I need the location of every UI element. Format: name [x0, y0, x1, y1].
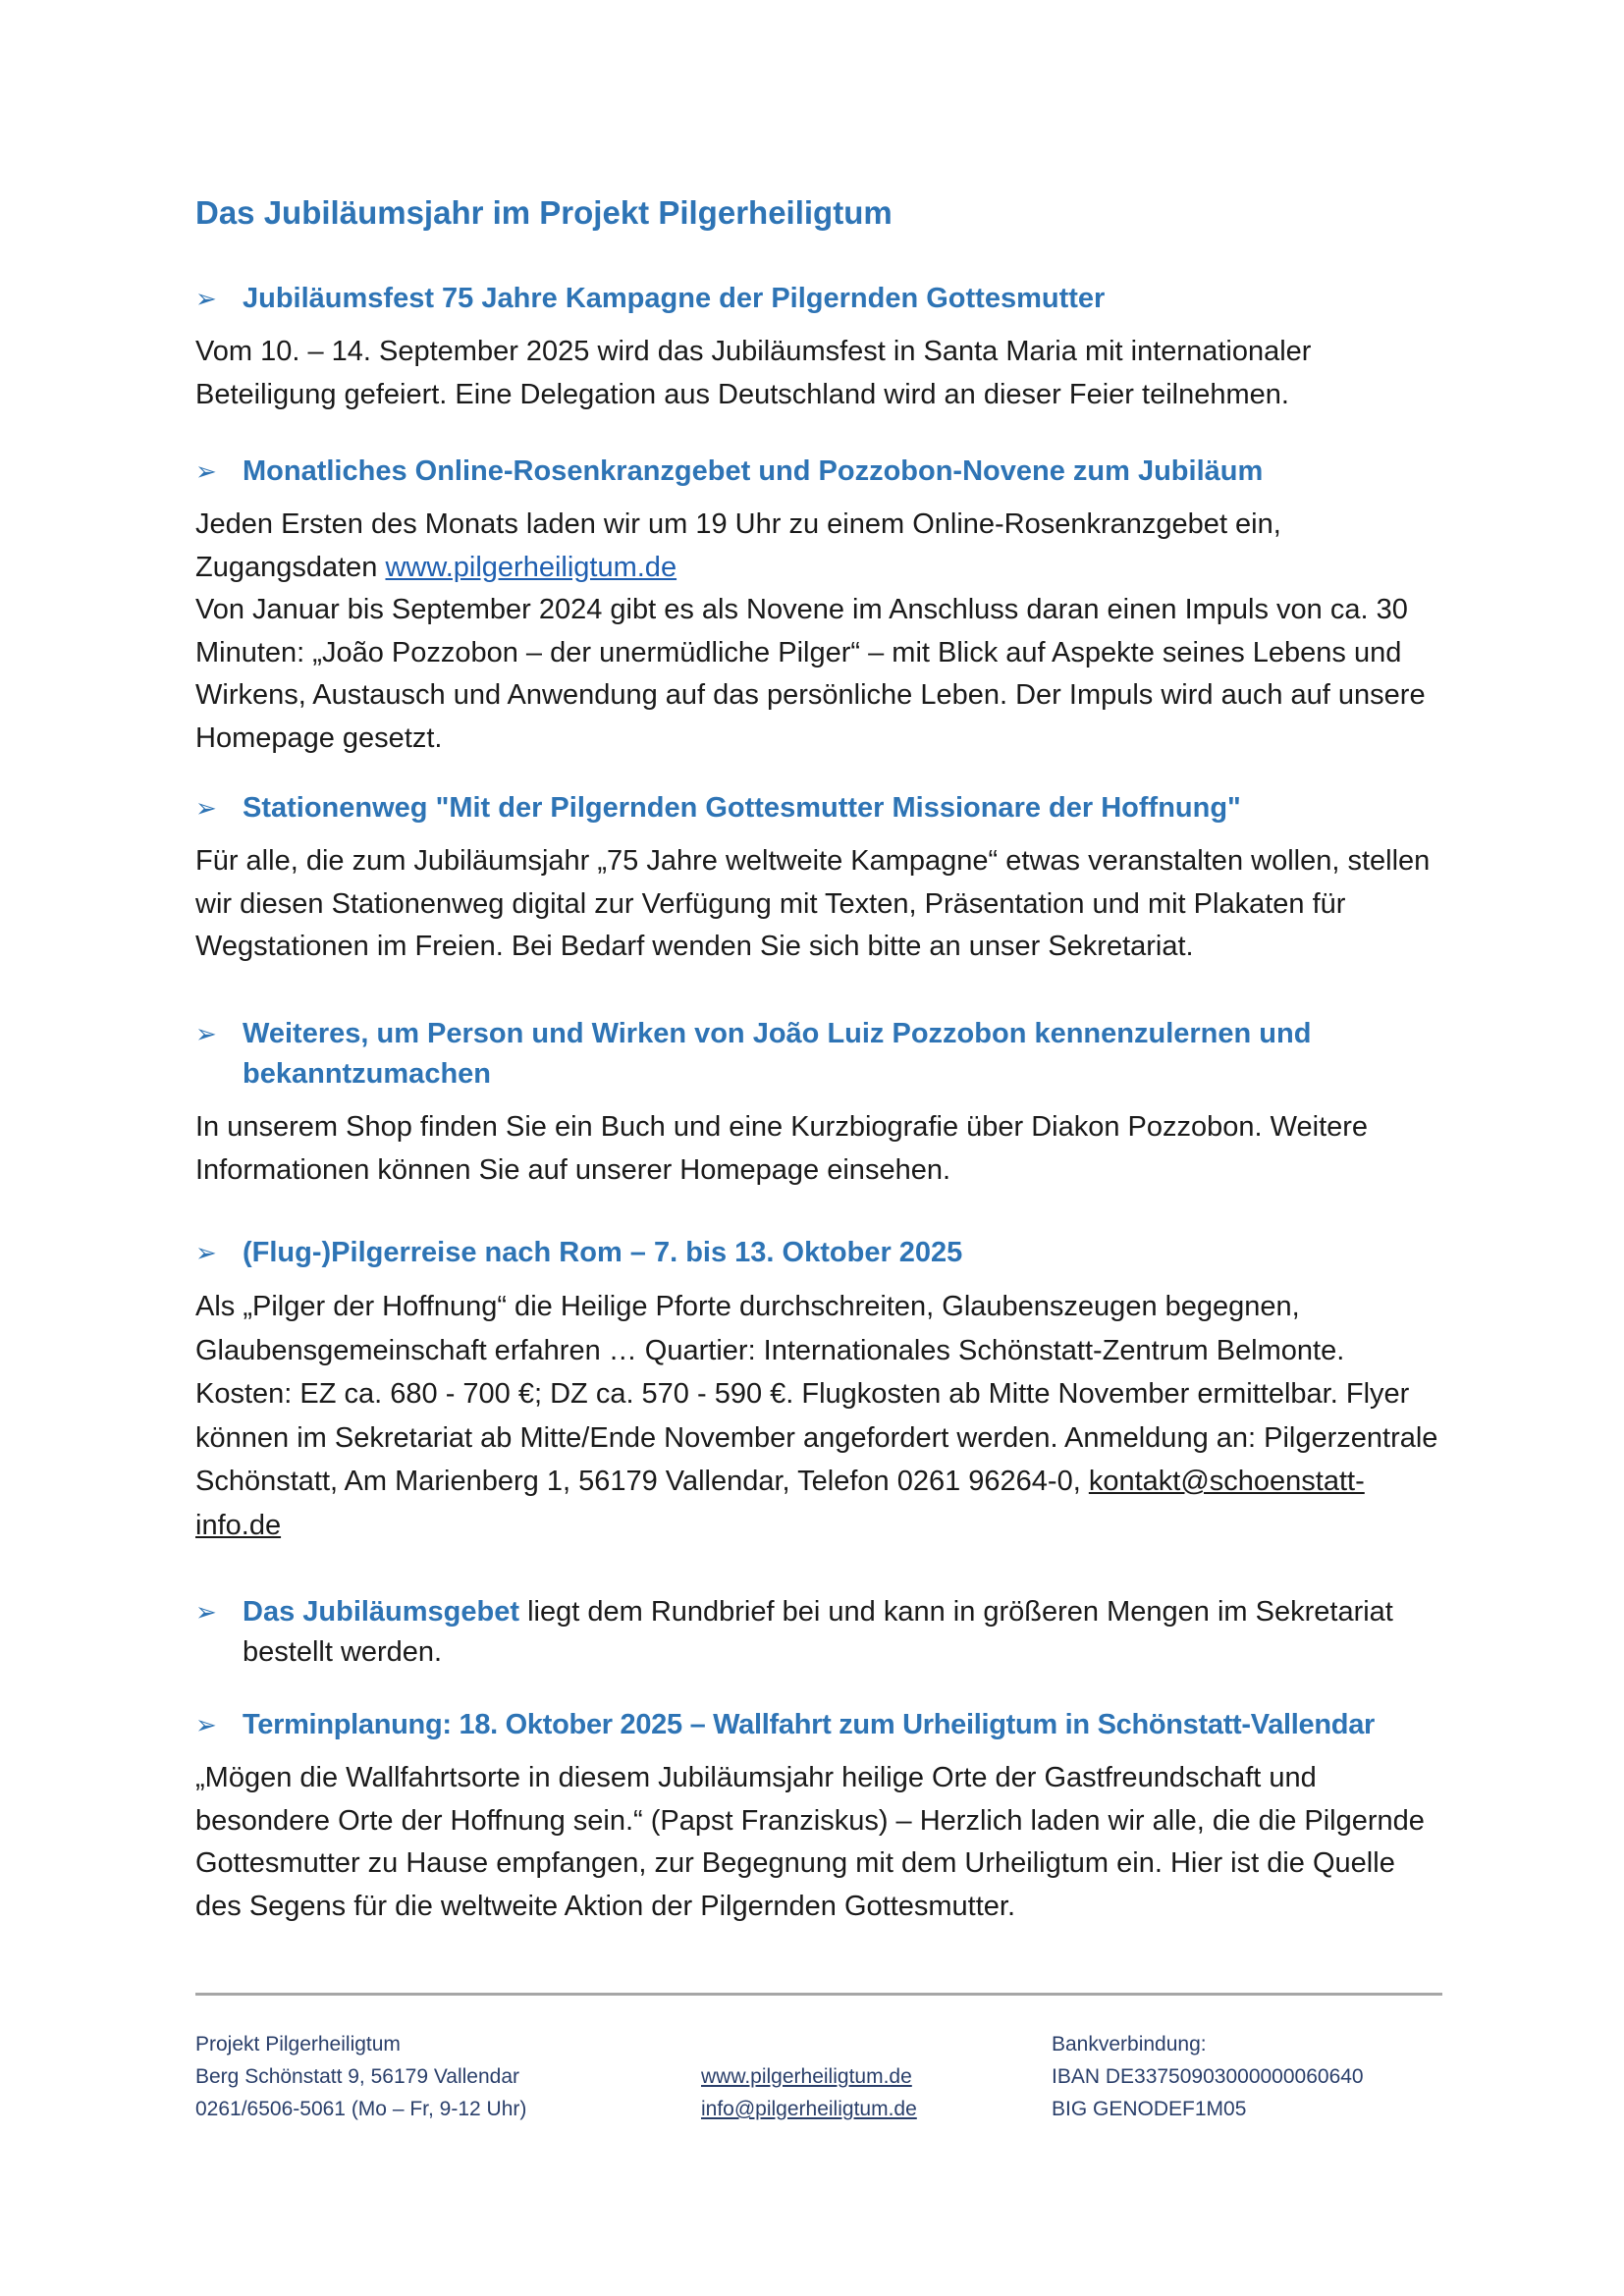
footer-address: Berg Schönstatt 9, 56179 Vallendar [195, 2065, 520, 2088]
section-paragraph: Für alle, die zum Jubiläumsjahr „75 Jahre weltweite Kampagne“ etwas veranstalten wollen, stellen wir diesen Stationenweg digital zur Verfügung mit Texten, Präsentation und mit Plakaten für Wegstationen im Freien. Bei Bedarf wenden Sie sich bitte an unser Sekretariat. [195, 845, 1431, 962]
page-title: Das Jubiläumsjahr im Projekt Pilgerheiligtum [195, 194, 893, 231]
section-rosenkranzgebet [195, 452, 1447, 760]
heading-normal-part: liegt dem Rundbrief bei und kann in größeren Mengen im Sekretariat bestellt werden. [243, 1596, 1393, 1668]
section-heading-text: (Flug-)Pilgerreise nach Rom – 7. bis 13. Oktober 2025 [243, 1237, 963, 1268]
section-paragraph: Vom 10. – 14. September 2025 wird das Jubiläumsfest in Santa Maria mit internationaler Beteiligung gefeiert. Eine Delegation aus Deutschland wird an dieser Feier teilnehmen. [195, 336, 1312, 410]
footer-bic: BIG GENODEF1M05 [1052, 2098, 1247, 2120]
section-jubilaeumsfest [195, 279, 1447, 416]
email-link[interactable]: kontakt@schoenstatt-info.de [195, 1466, 1365, 1541]
arrow-bullet-icon: ➢ [195, 1238, 217, 1267]
section-heading [195, 1233, 1447, 1273]
section-heading-text: Monatliches Online-Rosenkranzgebet und Pozzobon-Novene zum Jubiläum [243, 455, 1264, 487]
footer-web-link[interactable]: www.pilgerheiligtum.de [701, 2065, 912, 2088]
section-heading [195, 279, 1447, 319]
section-paragraph [195, 504, 1447, 589]
section-paragraph: In unserem Shop finden Sie ein Buch und eine Kurzbiografie über Diakon Pozzobon. Weitere Informationen können Sie auf unserer Homepage einsehen. [195, 1111, 1369, 1186]
section-heading-text: Terminplanung: 18. Oktober 2025 – Wallfahrt zum Urheiligtum in Schönstatt-Vallendar [243, 1709, 1376, 1740]
paragraph-text: Jeden Ersten des Monats laden wir um 19 Uhr zu einem Online-Rosenkranzgebet ein, Zugangsdaten [195, 508, 1281, 583]
arrow-bullet-icon: ➢ [195, 284, 217, 313]
section-heading-text: Stationenweg "Mit der Pilgernden Gottesmutter Missionare der Hoffnung" [243, 792, 1241, 824]
section-pozzobon [195, 1014, 1447, 1192]
footer-contact-block [701, 2060, 917, 2125]
footer-org: Projekt Pilgerheiligtum [195, 2033, 401, 2056]
section-pilgerreise [195, 1233, 1447, 1547]
section-heading-text: Jubiläumsfest 75 Jahre Kampagne der Pilgernden Gottesmutter [243, 283, 1106, 314]
footer-address-block [195, 2028, 526, 2125]
section-stationenweg [195, 788, 1447, 969]
arrow-bullet-icon: ➢ [195, 793, 217, 823]
footer-mail-link[interactable]: info@pilgerheiligtum.de [701, 2098, 917, 2120]
footer-phone: 0261/6506-5061 (Mo – Fr, 9-12 Uhr) [195, 2098, 527, 2120]
section-heading [195, 452, 1447, 492]
section-paragraph [195, 1285, 1447, 1547]
section-heading-text: Weiteres, um Person und Wirken von João Luiz Pozzobon kennenzulernen und bekanntzumachen [243, 1018, 1312, 1090]
footer-bank-label: Bankverbindung: [1052, 2033, 1207, 2056]
section-heading [195, 1705, 1447, 1745]
arrow-bullet-icon: ➢ [195, 1710, 217, 1739]
website-link[interactable]: www.pilgerheiligtum.de [385, 551, 677, 583]
arrow-bullet-icon: ➢ [195, 456, 217, 486]
section-heading-text [243, 1592, 1447, 1673]
footer-bank-block [1052, 2028, 1364, 2125]
footer-divider [195, 1993, 1442, 1996]
section-jubilaeumsgebet [195, 1592, 1447, 1684]
section-paragraph: „Mögen die Wallfahrtsorte in diesem Jubiläumsjahr heilige Orte der Gastfreundschaft und besondere Orte der Hoffnung sein.“ (Papst Franziskus) – Herzlich laden wir alle, die die Pilgernde Gottesmutter zu Hause empfangen, zur Begegnung mit dem Urheiligtum ein. Hier ist die Quelle des Segens für die weltweite Aktion der Pilgernden Gottesmutter. [195, 1762, 1425, 1922]
section-heading [195, 1592, 1447, 1673]
heading-bold-part: Das Jubiläumsgebet [243, 1596, 520, 1628]
section-heading [195, 1014, 1447, 1095]
section-heading [195, 788, 1447, 828]
section-terminplanung [195, 1705, 1447, 1928]
paragraph-text: Als „Pilger der Hoffnung“ die Heilige Pforte durchschreiten, Glaubenszeugen begegnen, Glaubensgemeinschaft erfahren … Quartier: Internationales Schönstatt-Zentrum Belmonte. Kosten: EZ ca. 680 - 700 €; DZ ca. 570 - 590 €. Flugkosten ab Mitte November ermittelbar. Flyer können im Sekretariat ab Mitte/Ende November angefordert werden. Anmeldung an: Pilgerzentrale Schönstatt, Am Marienberg 1, 56179 Vallendar, Telefon 0261 96264-0, [195, 1291, 1438, 1497]
arrow-bullet-icon: ➢ [195, 1597, 217, 1627]
arrow-bullet-icon: ➢ [195, 1019, 217, 1048]
footer-iban: IBAN DE33750903000000060640 [1052, 2065, 1364, 2088]
section-paragraph: Von Januar bis September 2024 gibt es als Novene im Anschluss daran einen Impuls von ca. 30 Minuten: „João Pozzobon – der unermüdliche Pilger“ – mit Blick auf Aspekte seines Lebens und Wirkens, Austausch und Anwendung auf das persönliche Leben. Der Impuls wird auch auf unsere Homepage gesetzt. [195, 594, 1426, 754]
